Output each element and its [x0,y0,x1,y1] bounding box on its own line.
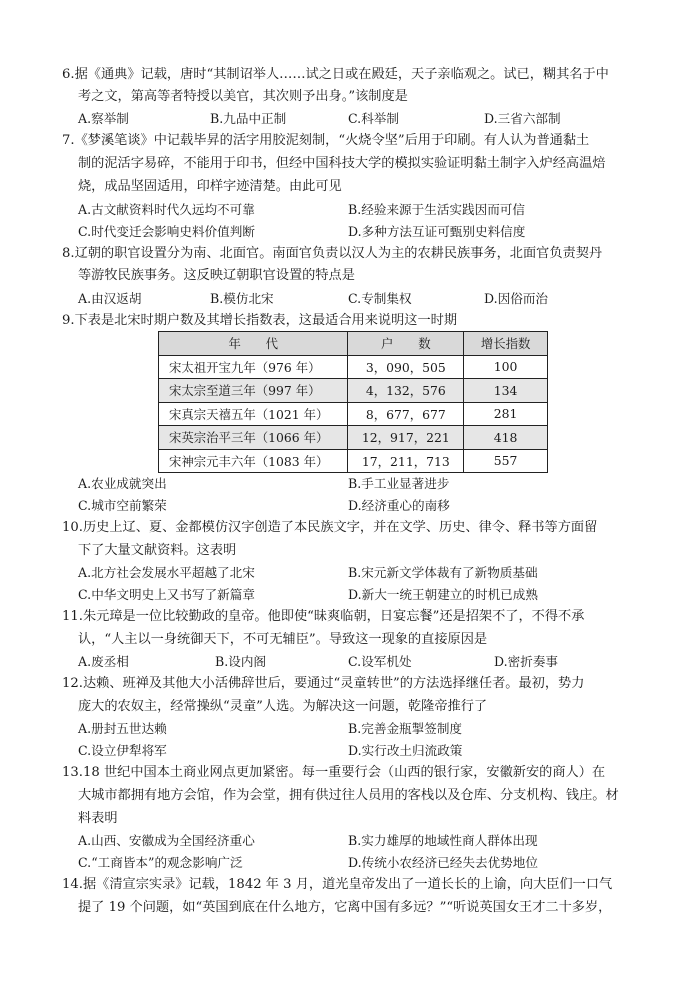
q8-option-d: D.因俗而治 [484,291,549,306]
q7-option-a: A.古文献资料时代久远均不可靠 [78,202,255,217]
table-cell-index: 557 [464,449,548,473]
q10-stem-line-1: 10.历史上辽、夏、金都模仿汉字创造了本民族文字，并在文学、历史、律令、释书等方面留 [62,520,598,535]
q10-option-c: C.中华文明史上又书写了新篇章 [78,587,255,602]
q11-option-a: A.废丞相 [78,654,129,669]
q13-option-b: B.实力雄厚的地域性商人群体出现 [348,833,538,848]
q7-stem-line-3: 烧，成品坚固适用，印样字迹清楚。由此可见 [78,179,342,194]
table-row [159,449,548,473]
table-header-row [159,332,548,356]
q8-option-b: B.模仿北宋 [210,291,274,306]
q7-stem-line-2: 制的泥活字易碎，不能用于印书，但经中国科技大学的模拟实验证明黏土制字入炉经高温焙 [78,156,606,171]
table-cell-era: 宋英宗治平三年（1066 年） [159,426,348,450]
q11-option-c: C.设军机处 [348,654,412,669]
table-row [159,355,548,379]
table-cell-era: 宋神宗元丰六年（1083 年） [159,449,348,473]
q13-option-c: C.“工商皆本”的观念影响广泛 [78,855,243,870]
table-header-index: 增长指数 [464,332,548,356]
q13-stem-line-2: 大城市都拥有地方会馆，作为会堂，拥有供过往人员用的客栈以及仓库、分支机构、钱庄。材 [78,788,619,803]
q12-option-a: A.册封五世达赖 [78,721,167,736]
q11-option-d: D.密折奏事 [494,654,559,669]
q6-option-b: B.九品中正制 [210,111,287,126]
q12-option-d: D.实行改土归流政策 [348,743,463,758]
table-cell-households: 17，211，713 [348,449,464,473]
q6-option-a: A.察举制 [78,111,129,126]
q7-option-b: B.经验来源于生活实践因而可信 [348,202,525,217]
q10-stem-line-2: 下了大量文献资料。这表明 [78,543,237,558]
q14-stem-line-2: 提了 19 个问题，如“英国到底在什么地方，它离中国有多远？”“听说英国女王才二十多岁， [78,900,612,915]
q12-stem-line-2: 庞大的农奴主，经常操纵“灵童”人选。为解决这一问题，乾隆帝推行了 [78,699,488,714]
q13-stem-line-1: 13.18 世纪中国本土商业网点更加紧密。每一重要行会（山西的银行家，安徽新安的商人）在 [62,765,606,780]
q8-option-a: A.由汉返胡 [78,291,142,306]
table-cell-households: 8，677，677 [348,402,464,426]
q6-stem-line-2: 考之文，第高等者特授以美官，其次则予出身。”该制度是 [78,89,408,104]
table-cell-households: 4，132，576 [348,379,464,403]
table-row [159,402,548,426]
q11-option-b: B.设内阁 [215,654,267,669]
table-cell-households: 12，917，221 [348,426,464,450]
table-row [159,379,548,403]
q6-stem-line-1: 6.据《通典》记载，唐时“其制诏举人……试之日或在殿廷，天子亲临观之。试已，糊其名于中 [62,67,609,82]
q7-stem-line-1: 7.《梦溪笔谈》中记载毕昇的活字用胶泥刻制，“火烧令坚”后用于印刷。有人认为普通黏土 [62,133,590,148]
q9-stem-line-1: 9.下表是北宋时期户数及其增长指数表，这最适合用来说明这一时期 [62,313,458,328]
q9-option-b: B.手工业显著进步 [348,476,450,491]
q13-option-a: A.山西、安徽成为全国经济重心 [78,833,255,848]
q12-option-c: C.设立伊犁将军 [78,743,167,758]
table-cell-index: 134 [464,379,548,403]
table-cell-era: 宋太祖开宝九年（976 年） [159,355,348,379]
q10-option-d: D.新大一统王朝建立的时机已成熟 [348,587,538,602]
household-growth-table [158,331,548,473]
table-row [159,426,548,450]
q8-option-c: C.专制集权 [348,291,412,306]
table-header-households: 户 数 [348,332,464,356]
table-cell-households: 3，090，505 [348,355,464,379]
q8-stem-line-2: 等游牧民族事务。这反映辽朝职官设置的特点是 [78,268,355,283]
q10-option-a: A.北方社会发展水平超越了北宋 [78,565,255,580]
q7-option-c: C.时代变迁会影响史料价值判断 [78,224,255,239]
q7-option-d: D.多种方法互证可甄别史料信度 [348,224,526,239]
q13-stem-line-3: 料表明 [78,811,118,826]
q11-stem-line-1: 11.朱元璋是一位比较勤政的皇帝。他即使“昧爽临朝，日宴忘餐”还是招架不了，不得不承 [62,609,585,624]
table-header-era: 年 代 [159,332,348,356]
q11-stem-line-2: 认，“人主以一身统御天下，不可无辅臣”。导致这一现象的直接原因是 [78,632,488,647]
q12-option-b: B.完善金瓶掣签制度 [348,721,463,736]
q10-option-b: B.宋元新文学体裁有了新物质基础 [348,565,538,580]
q6-option-d: D.三省六部制 [484,111,561,126]
q9-option-a: A.农业成就突出 [78,476,167,491]
q12-stem-line-1: 12.达赖、班禅及其他大小活佛辞世后，要通过“灵童转世”的方法选择继任者。最初，势力 [62,676,585,691]
table-cell-index: 100 [464,355,548,379]
q8-stem-line-1: 8.辽朝的职官设置分为南、北面官。南面官负责以汉人为主的农耕民族事务，北面官负责契丹 [62,246,603,261]
table-cell-index: 418 [464,426,548,450]
table-cell-index: 281 [464,402,548,426]
q9-option-d: D.经济重心的南移 [348,498,450,513]
q14-stem-line-1: 14.据《清宣宗实录》记载，1842 年 3 月，道光皇帝发出了一道长长的上谕，向大臣们一口气 [62,877,613,892]
table-cell-era: 宋真宗天禧五年（1021 年） [159,402,348,426]
table-cell-era: 宋太宗至道三年（997 年） [159,379,348,403]
q13-option-d: D.传统小农经济已经失去优势地位 [348,855,538,870]
q9-option-c: C.城市空前繁荣 [78,498,167,513]
q6-option-c: C.科举制 [348,111,399,126]
